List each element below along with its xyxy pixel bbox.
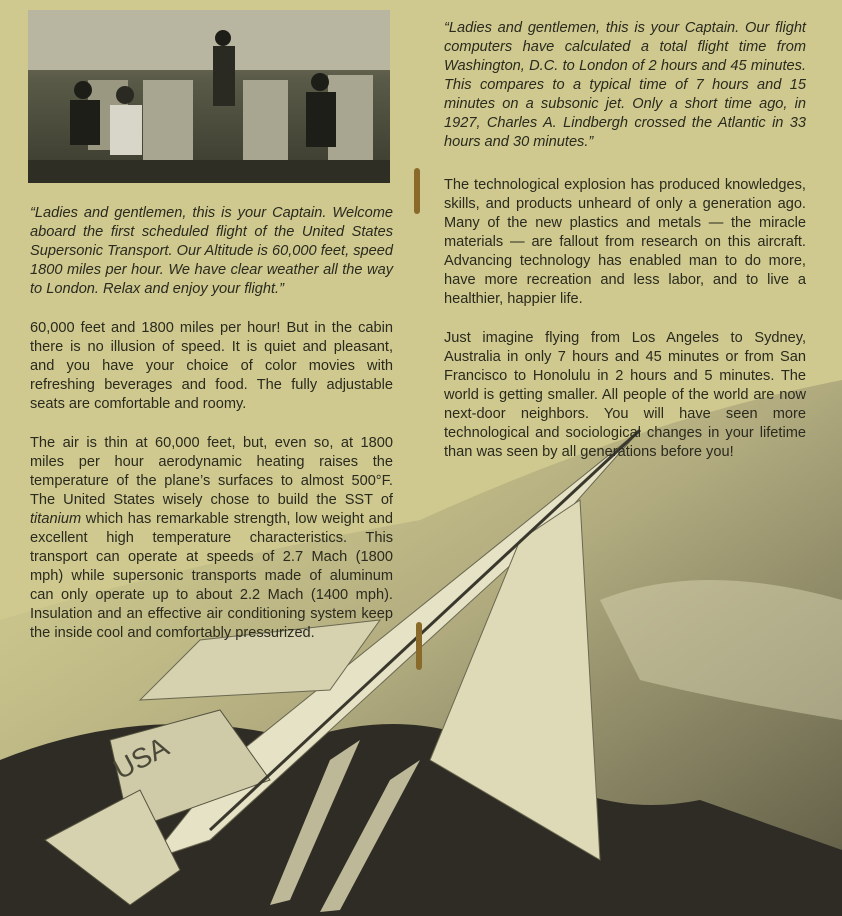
left-column — [30, 204, 393, 663]
captain-quote-welcome: “Ladies and gentlemen, this is your Captain. Welcome aboard the first scheduled flight of the United States Supersonic Transport. Our Altitude is 60,000 feet, speed 1800 miles per hour. We have clear weather all the way to London. Relax and enjoy your flight.” — [30, 205, 393, 297]
cabin-paragraph: 60,000 feet and 1800 miles per hour! But in the cabin there is no illusion of speed. It is quiet and pleasant, and you have your choice of color movies with refreshing beverages and food. The fully adjustable seats are comfortable and roomy. — [30, 320, 393, 412]
titanium-paragraph: The air is thin at 60,000 feet, but, even so, at 1800 miles per hour aerodynamic heating raises the temperature of the plane’s surfaces to almost 500°F. The United States wisely chose to build the SST of titanium which has remarkable strength, low weight and excellent high temperature characteristics. This transport can operate at speeds of 2.7 Mach (1800 mph) while supersonic transports made of aluminum can only operate up to about 2.2 Mach (1400 mph). Insulation and an effective air conditioning system keep the inside cool and comfortably pressurized. — [30, 435, 393, 641]
plane-logo: USA — [108, 730, 174, 786]
binding-ring-top — [414, 168, 420, 214]
cabin-photo — [28, 10, 390, 183]
binding-ring-bottom — [416, 622, 422, 670]
captain-quote-flight-time: “Ladies and gentlemen, this is your Captain. Our flight computers have calculated a total flight time from Washington, D.C. to London of 2 hours and 45 minutes. This compares to a typical time of 7 hours and 15 minutes on a subsonic jet. Only a short time ago, in 1927, Charles A. Lindbergh crossed the Atlantic in 33 hours and 30 minutes.” — [444, 20, 806, 150]
technology-paragraph: The technological explosion has produced knowledges, skills, and products unheard of only a generation ago. Many of the new plastics and metals — the miracle materials — are fallout from research on this aircraft. Advancing technology has enabled man to do more, have more recreation and less labor, and to live a healthier, happier life. — [444, 177, 806, 307]
travel-paragraph: Just imagine flying from Los Angeles to Sydney, Australia in only 7 hours and 45 minutes or from San Francisco to Honolulu in 2 hours and 5 minutes. The world is getting smaller. All people of the world are now next-door neighbors. You will have seen more technological and sociological changes in your lifetime than was seen by all generations before you! — [444, 330, 806, 460]
right-column — [444, 19, 806, 482]
